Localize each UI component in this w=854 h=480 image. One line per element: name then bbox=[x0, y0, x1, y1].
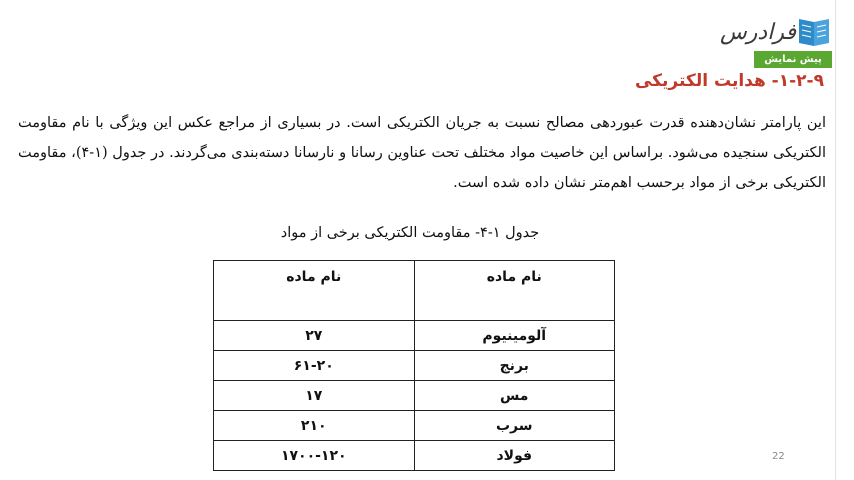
page-number: 22 bbox=[772, 451, 785, 462]
resistance-value: ۱۷ bbox=[214, 381, 415, 411]
resistance-value: ۶۱-۲۰ bbox=[214, 351, 415, 381]
column-header: نام ماده bbox=[414, 261, 615, 321]
book-icon bbox=[796, 16, 832, 50]
body-paragraph: این پارامتر نشان‌دهنده قدرت عبوردهی مصالح نسبت به جریان الکتریکی است. در بسیاری از مراجع عکس این ویژگی با نام مقاومت الکتریکی سنجیده می‌شود. براساس این خاصیت مواد مختلف تحت عناوین رسانا و نارسانا دسته‌بندی می‌گردند. در جدول (۱-۴)، مقاومت الکتریکی برخی از مواد برحسب اهم‌متر نشان داده شده است. bbox=[18, 115, 826, 191]
material-name: سرب bbox=[414, 411, 615, 441]
table-row bbox=[214, 351, 615, 381]
table-caption: جدول ۱-۴- مقاومت الکتریکی برخی از مواد bbox=[280, 225, 540, 241]
resistance-value: ۱۷۰۰-۱۲۰ bbox=[214, 441, 415, 471]
material-name: آلومینیوم bbox=[414, 321, 615, 351]
material-name: مس bbox=[414, 381, 615, 411]
table-row bbox=[214, 411, 615, 441]
column-header: نام ماده bbox=[214, 261, 415, 321]
material-name: برنج bbox=[414, 351, 615, 381]
logo bbox=[712, 14, 834, 70]
resistance-value: ۲۷ bbox=[214, 321, 415, 351]
table-header-row bbox=[214, 261, 615, 321]
table-row bbox=[214, 321, 615, 351]
resistance-table bbox=[213, 260, 615, 471]
resistance-value: ۲۱۰ bbox=[214, 411, 415, 441]
material-name: فولاد bbox=[414, 441, 615, 471]
table-row bbox=[214, 441, 615, 471]
table-row bbox=[214, 381, 615, 411]
section-heading: ۱-۲-۹- هدایت الکتریکی bbox=[634, 71, 824, 91]
preview-badge: پیش نمایش bbox=[754, 51, 832, 68]
logo-text: فرادرس bbox=[719, 20, 796, 45]
divider bbox=[835, 0, 836, 480]
